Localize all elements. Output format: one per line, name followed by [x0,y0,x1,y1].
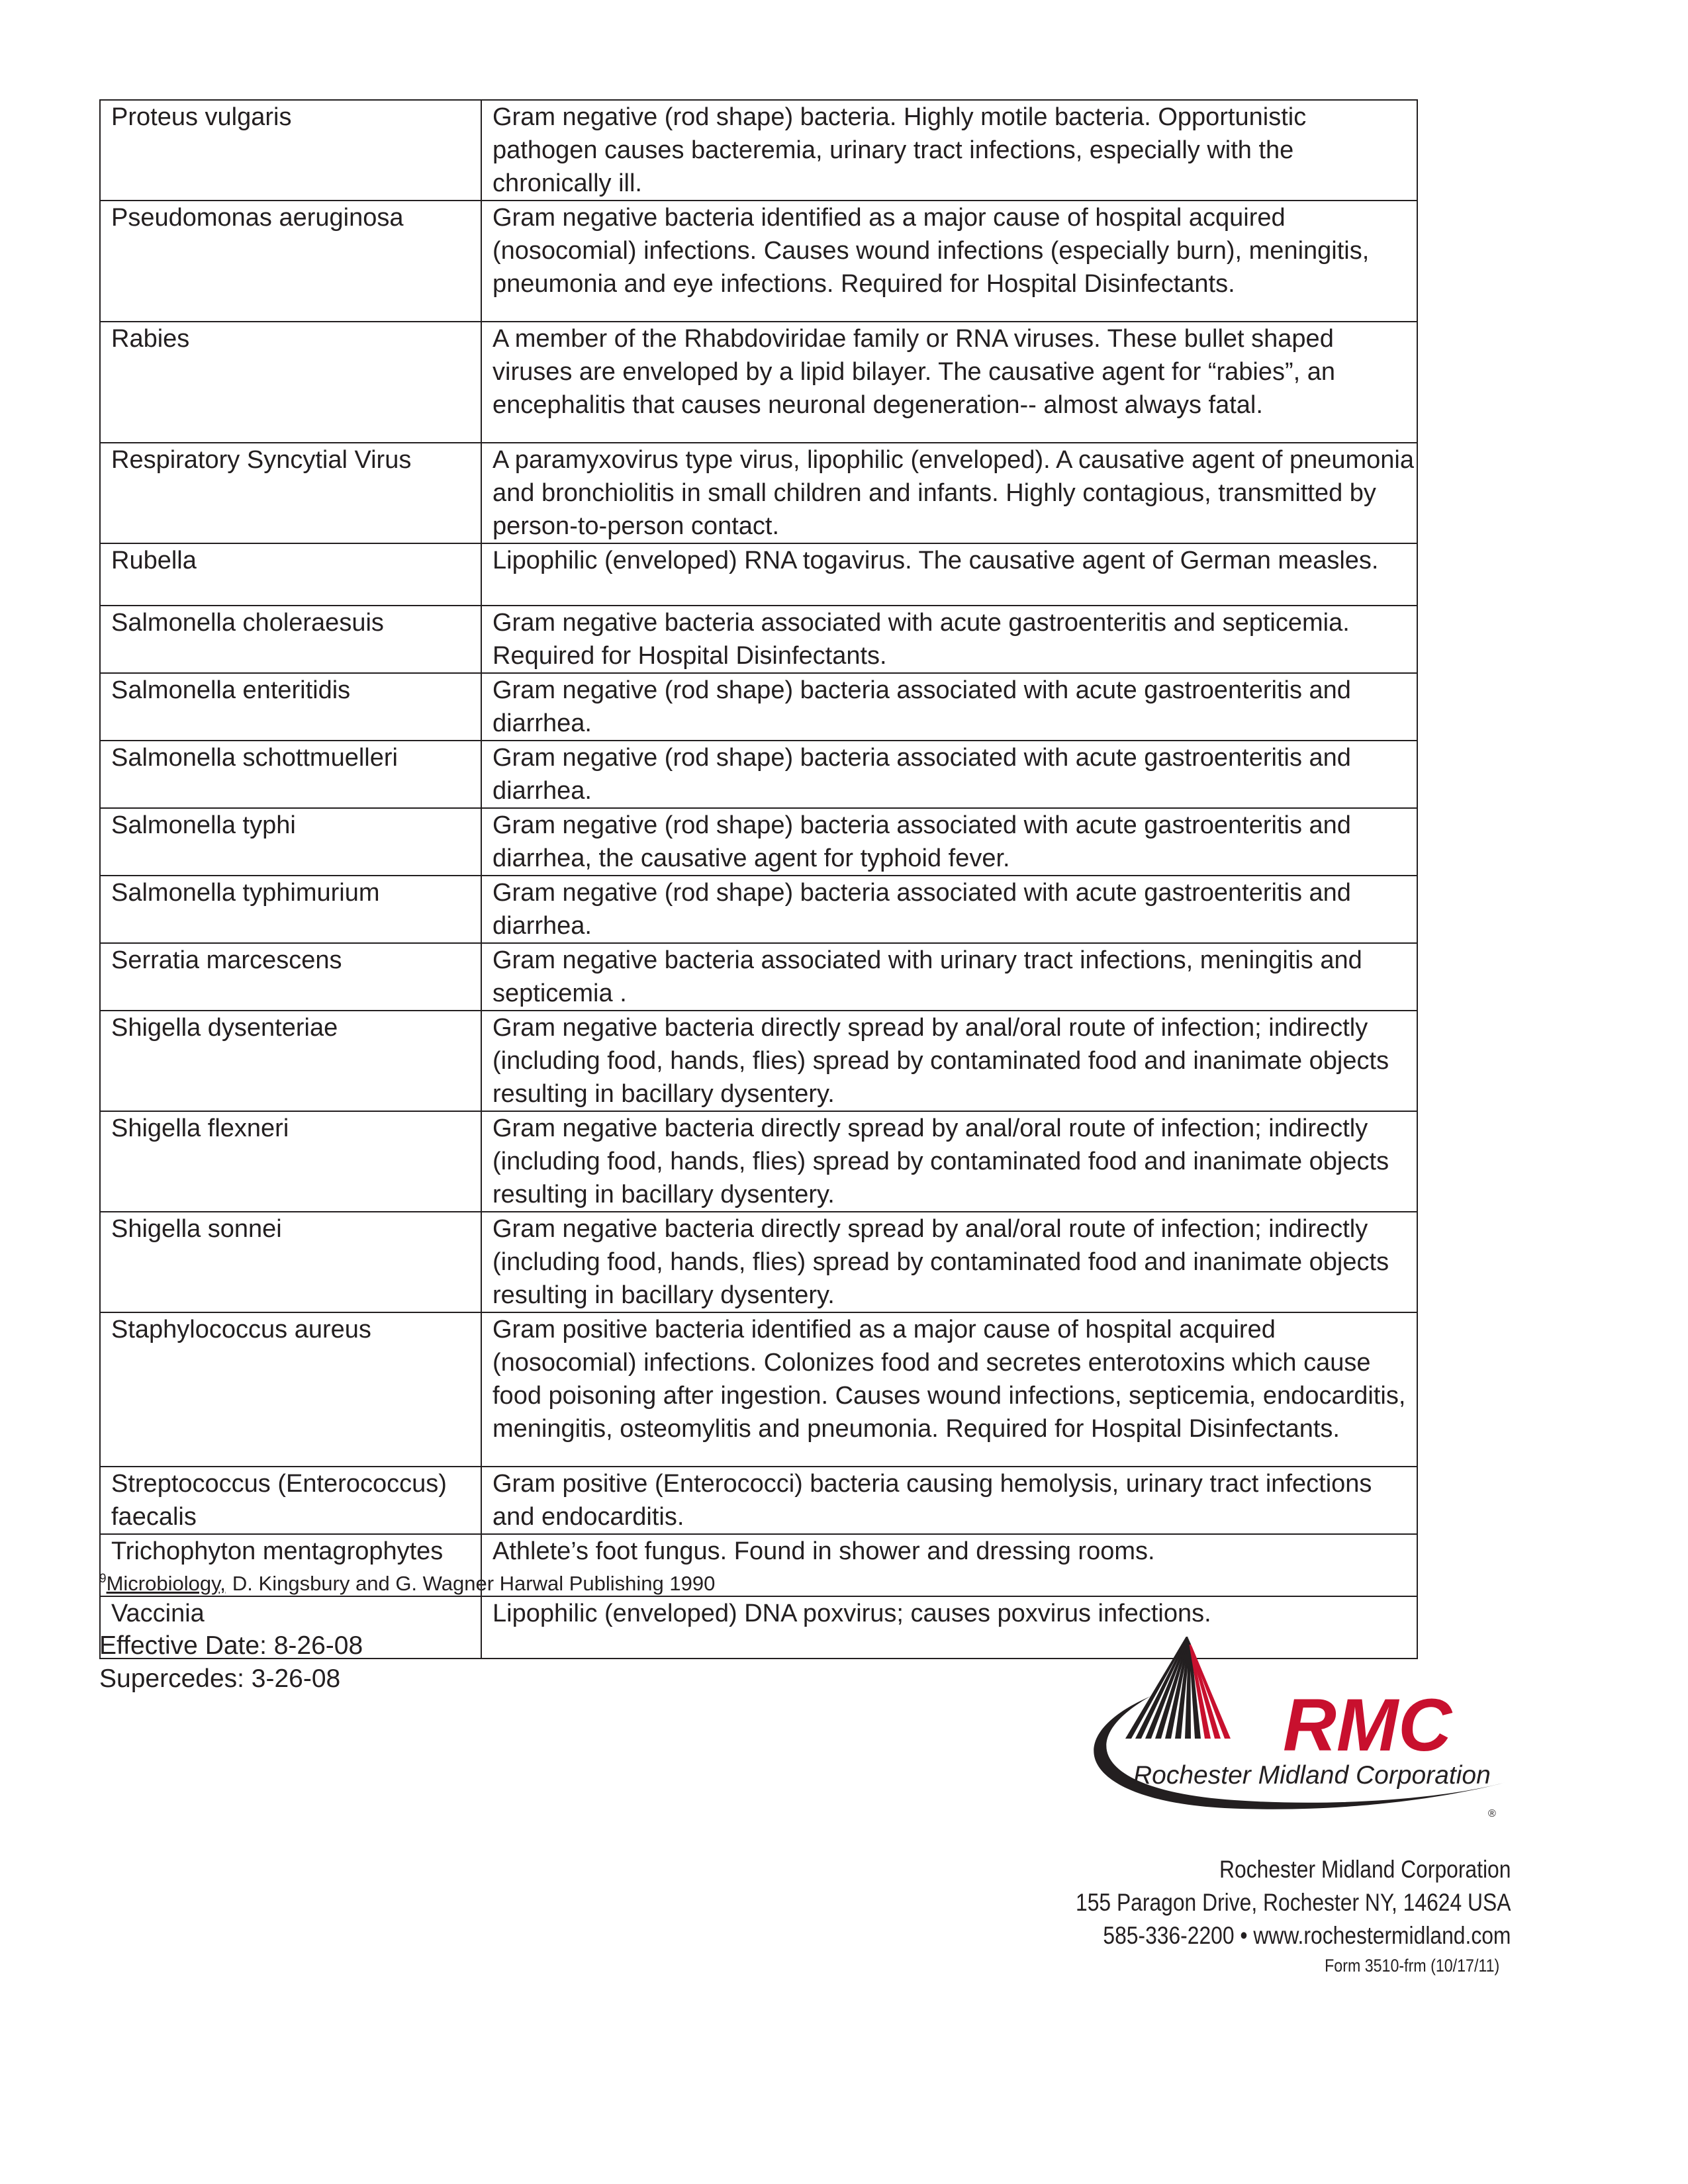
rmc-logo [1072,1625,1529,1823]
table-row [100,1111,1417,1212]
table-row [100,673,1417,741]
organism-name: Streptococcus (Enterococcus) faecalis [100,1467,481,1534]
registered-mark: ® [1488,1808,1496,1819]
logo-company-name: Rochester Midland Corporation [1133,1761,1491,1790]
organism-name: Salmonella typhimurium [100,876,481,943]
address-street: 155 Paragon Drive, Rochester NY, 14624 USA [1075,1889,1511,1916]
organism-table [99,99,1418,1659]
footnote [99,1567,715,1596]
table-row [100,201,1417,322]
pyramid-mark [1125,1637,1231,1739]
revision-dates [99,1629,363,1696]
form-number: Form 3510-frm (10/17/11) [1324,1956,1499,1976]
organism-name: Trichophyton mentagrophytes [100,1534,481,1596]
supercedes-date: Supercedes: 3-26-08 [99,1664,341,1693]
table-row [100,100,1417,201]
table-row [100,543,1417,606]
organism-name: Proteus vulgaris [100,100,481,201]
organism-name: Salmonella enteritidis [100,673,481,741]
logo-mark-text: RMC [1283,1684,1452,1766]
organism-name: Shigella flexneri [100,1111,481,1212]
organism-description: Gram negative bacteria directly spread by anal/oral route of infection; indirectly (including food, hands, flies) spread by contaminated food and inanimate objects resulting in bacillary dysentery. [481,1212,1417,1312]
effective-date: Effective Date: 8-26-08 [99,1631,363,1660]
table-row [100,876,1417,943]
table-row [100,606,1417,673]
organism-name: Serratia marcescens [100,943,481,1011]
organism-description: Gram positive (Enterococci) bacteria causing hemolysis, urinary tract infections and endocarditis. [481,1467,1417,1534]
footnote-marker: 9 [99,1572,107,1586]
organism-name: Vaccinia [100,1596,481,1659]
organism-name: Shigella sonnei [100,1212,481,1312]
organism-description: Gram negative (rod shape) bacteria associated with acute gastroenteritis and diarrhea. [481,741,1417,808]
table-row [100,322,1417,443]
address-contact: 585-336-2200 • www.rochestermidland.com [1102,1922,1511,1949]
organism-description: Gram negative (rod shape) bacteria associated with acute gastroenteritis and diarrhea. [481,673,1417,741]
organism-name: Rubella [100,543,481,606]
table-row [100,443,1417,543]
organism-description: Gram negative bacteria directly spread by anal/oral route of infection; indirectly (including food, hands, flies) spread by contaminated food and inanimate objects resulting in bacillary dysentery. [481,1011,1417,1111]
organism-name: Pseudomonas aeruginosa [100,201,481,322]
table-row [100,943,1417,1011]
organism-description: Athlete’s foot fungus. Found in shower and dressing rooms. [481,1534,1417,1596]
organism-description: Lipophilic (enveloped) RNA togavirus. The causative agent of German measles. [481,543,1417,606]
organism-description: Gram negative bacteria directly spread by anal/oral route of infection; indirectly (including food, hands, flies) spread by contaminated food and inanimate objects resulting in bacillary dysentery. [481,1111,1417,1212]
organism-table-body [100,100,1417,1659]
organism-name: Rabies [100,322,481,443]
organism-description: Gram negative bacteria identified as a major cause of hospital acquired (nosocomial) infections. Causes wound infections (especially burn), meningitis, pneumonia and eye infections. Required for Hospital Disinfectants. [481,201,1417,322]
address-company: Rochester Midland Corporation [1219,1856,1511,1883]
table-row [100,1312,1417,1467]
organism-description: Gram negative (rod shape) bacteria associated with acute gastroenteritis and diarrhea, the causative agent for typhoid fever. [481,808,1417,876]
organism-name: Salmonella schottmuelleri [100,741,481,808]
organism-name: Salmonella choleraesuis [100,606,481,673]
footnote-text: D. Kingsbury and G. Wagner Harwal Publishing 1990 [232,1572,716,1595]
table-row [100,741,1417,808]
table-row [100,1011,1417,1111]
organism-description: Gram negative (rod shape) bacteria. Highly motile bacteria. Opportunistic pathogen causes bacteremia, urinary tract infections, especially with the chronically ill. [481,100,1417,201]
organism-name: Salmonella typhi [100,808,481,876]
organism-description: A paramyxovirus type virus, lipophilic (enveloped). A causative agent of pneumonia and bronchiolitis in small children and infants. Highly contagious, transmitted by person-to-person contact. [481,443,1417,543]
organism-description: Gram positive bacteria identified as a major cause of hospital acquired (nosocomial) infections. Colonizes food and secretes enterotoxins which cause food poisoning after ingestion. Causes wound infections, septicemia, endocarditis, meningitis, osteomylitis and pneumonia. Required for Hospital Disinfectants. [481,1312,1417,1467]
table-row [100,1212,1417,1312]
organism-description: Lipophilic (enveloped) DNA poxvirus; causes poxvirus infections. [481,1596,1417,1659]
organism-name: Shigella dysenteriae [100,1011,481,1111]
organism-description: A member of the Rhabdoviridae family or RNA viruses. These bullet shaped viruses are enveloped by a lipid bilayer. The causative agent for “rabies”, an encephalitis that causes neuronal degeneration-- almost always fatal. [481,322,1417,443]
table-row [100,808,1417,876]
footnote-source-title: Microbiology, [106,1572,226,1595]
table-row [100,1467,1417,1534]
company-address [1076,1853,1511,1979]
organism-description: Gram negative bacteria associated with acute gastroenteritis and septicemia. Required for Hospital Disinfectants. [481,606,1417,673]
organism-description: Gram negative (rod shape) bacteria associated with acute gastroenteritis and diarrhea. [481,876,1417,943]
organism-name: Respiratory Syncytial Virus [100,443,481,543]
organism-description: Gram negative bacteria associated with urinary tract infections, meningitis and septicemia . [481,943,1417,1011]
organism-name: Staphylococcus aureus [100,1312,481,1467]
